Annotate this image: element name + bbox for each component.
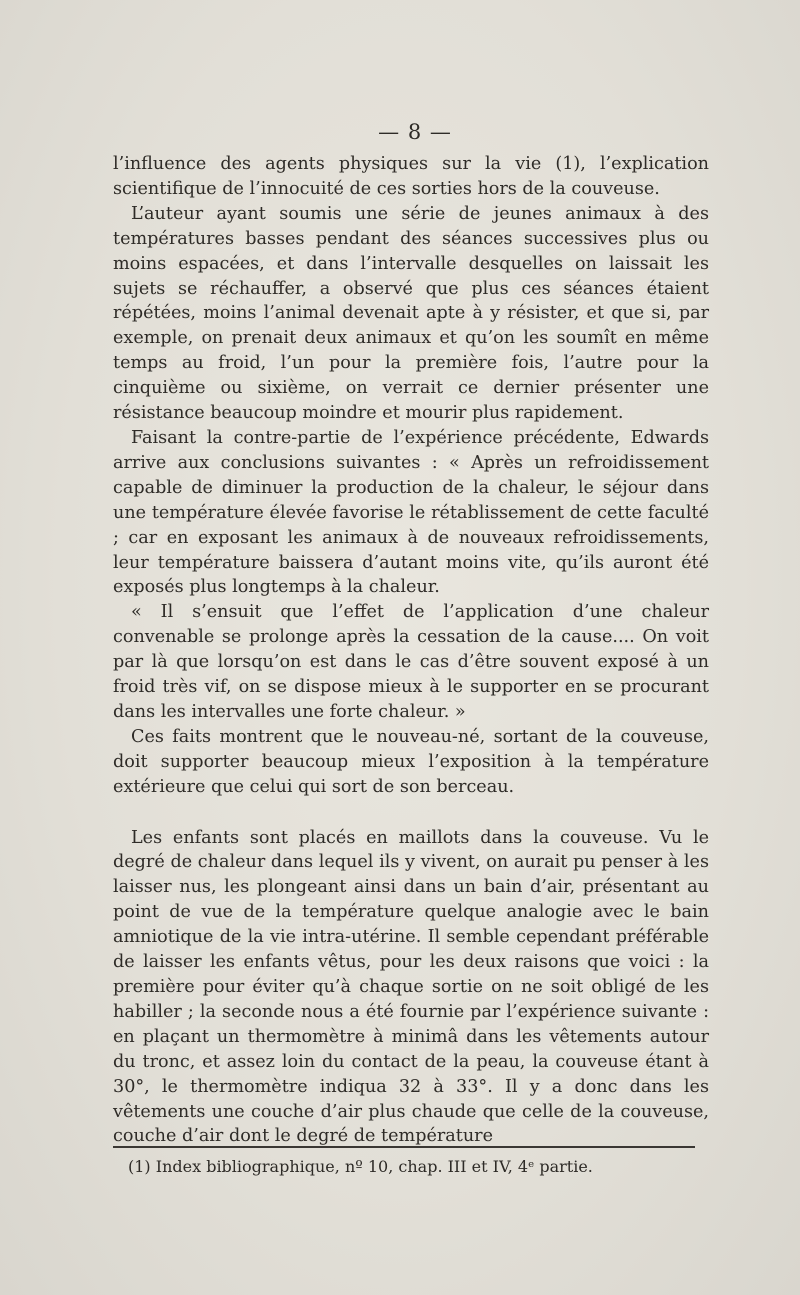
- section-gap: [113, 800, 709, 826]
- page-number: — 8 —: [378, 120, 452, 144]
- paragraph-swaddling: Les enfants sont placés en maillots dans la couveuse. Vu le degré de chaleur dans lequel ils y vivent, on aurait pu penser à les laisser nus, les plongeant ainsi dans un bain d’air, présentant au point de vue de la température quelque analogie avec le bain amniotique de la vie intra-utérine. Il semble cependant préférable de laisser les enfants vêtus, pour les deux raisons que voici : la première pour éviter qu’à chaque sortie on ne soit obligé de les habiller ; la seconde nous a été fournie par l’expérience suivante : en plaçant un thermomètre à minimâ dans les vêtements autour du tronc, et assez loin du contact de la peau, la couveuse étant à 30°, le thermomètre indiqua 32 à 33°. Il y a donc dans les vêtements une couche d’air plus chaude que celle de la couveuse, couche d’air dont le degré de température: [113, 827, 709, 1147]
- paragraph-newborn: Ces faits montrent que le nouveau-né, sortant de la couveuse, doit supporter beaucoup mieux l’exposition à la température extérieure que celui qui sort de son berceau.: [113, 726, 709, 797]
- paragraph-author-experiment: L’auteur ayant soumis une série de jeunes animaux à des températures basses pendant des séances successives plus ou moins espacées, et dans l’intervalle desquelles on laissait les sujets se réchauffer, a observé que plus ces séances étaient répétées, moins l’animal devenait apte à y résister, et que si, par exemple, on prenait deux animaux et qu’on les soumît en même temps au froid, l’un pour la première fois, l’autre pour la cinquième ou sixième, on verrait ce dernier présenter une résistance beaucoup moindre et mourir plus rapidement.: [113, 203, 709, 424]
- paragraph-continuation: l’influence des agents physiques sur la vie (1), l’explication scientifique de l’innocuité de ces sorties hors de la couveuse.: [113, 154, 709, 199]
- body-text: [113, 152, 709, 1149]
- paragraph-quotation: « Il s’ensuit que l’effet de l’application d’une chaleur convenable se prolonge après la cessation de la cause.... On voit par là que lorsqu’on est dans le cas d’être souvent exposé à un froid très vif, on se dispose mieux à le supporter en se procurant dans les intervalles une forte chaleur. »: [113, 602, 709, 722]
- footnote: (1) Index bibliographique, nº 10, chap. III et IV, 4ᵉ partie.: [128, 1157, 593, 1176]
- footnote-divider: [113, 1146, 695, 1148]
- paragraph-edwards-conclusions: Faisant la contre-partie de l’expérience précédente, Edwards arrive aux conclusions suivantes : « Après un refroidissement capable de diminuer la production de la chaleur, le séjour dans une température élevée favorise le rétablissement de cette faculté ; car en exposant les animaux à de nouveaux refroidissements, leur température baissera d’autant moins vite, qu’ils auront été exposés plus longtemps à la chaleur.: [113, 427, 709, 598]
